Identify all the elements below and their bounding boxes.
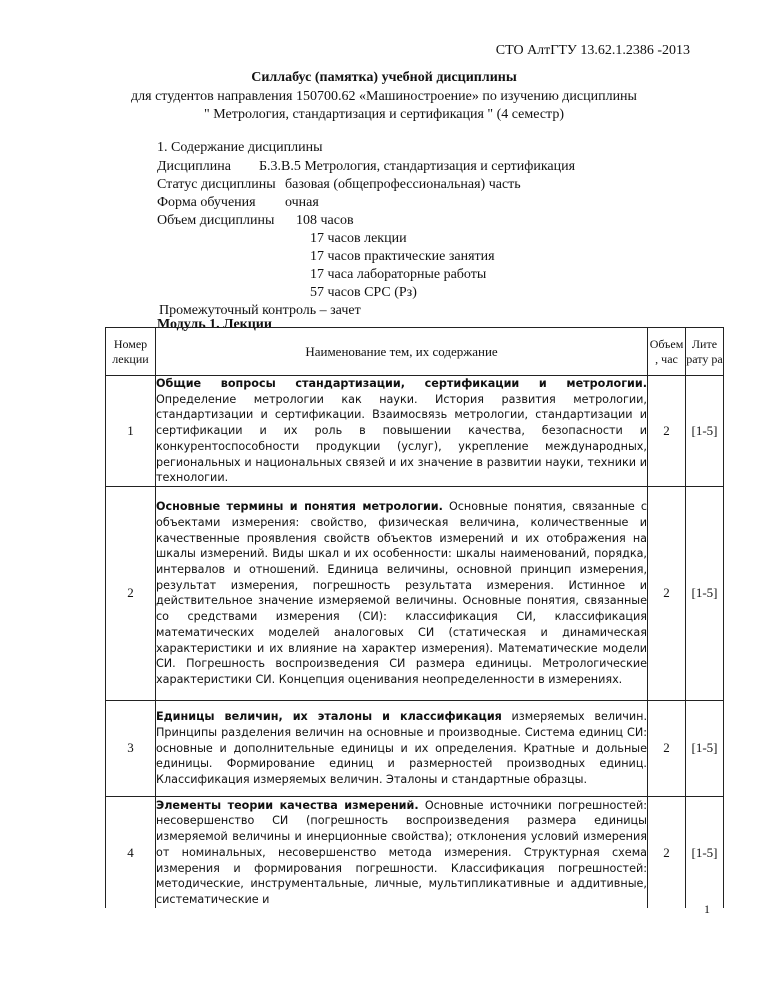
lecture-hours: 2: [648, 700, 686, 796]
lecture-hours: 2: [648, 376, 686, 487]
lecture-hours: 2: [648, 486, 686, 700]
status-value: базовая (общепрофессиональная) часть: [285, 177, 521, 192]
table-row: [106, 700, 724, 796]
col-header-volume: Объем , час: [648, 328, 686, 376]
form-label: Форма обучения: [157, 195, 256, 210]
table-row: [106, 486, 724, 700]
lecture-number: 4: [106, 796, 156, 908]
lecture-number: 2: [106, 486, 156, 700]
discipline-value: Б.3.В.5 Метрология, стандартизация и сертификация: [259, 159, 576, 174]
lecture-literature: [1-5]: [686, 486, 724, 700]
hours-practice: 17 часов практические занятия: [310, 249, 495, 264]
interim-control: Промежуточный контроль – зачет: [159, 303, 361, 318]
lecture-number: 1: [106, 376, 156, 487]
module-title: Модуль 1. Лекции: [157, 317, 272, 332]
hours-self-study: 57 часов СРС (Рз): [310, 285, 417, 300]
lecture-hours: 2: [648, 796, 686, 908]
lecture-content: [156, 700, 648, 796]
hours-labs: 17 часа лабораторные работы: [310, 267, 487, 282]
lecture-description: Определение метрологии как науки. История развития метрологии, стандартизации и сертификации. Взаимосвязь метрологии, стандартизации и сертификации и их роль в повышении качества, безопасности и конкурентоспособности продукции (услуг), укрепление международных, региональных и национальных связей и их значение в развитии науки, техники и технологии.: [156, 392, 647, 485]
hours-lectures: 17 часов лекции: [310, 231, 407, 246]
volume-label: Объем дисциплины: [157, 213, 275, 228]
lecture-description: Основные понятия, связанные с объектами измерения: свойство, физическая величина, количественные и качественные проявления свойств объектов измерений и их отображения на шкалы измерений. Виды шкал и их особенности: шкалы наименований, порядка, интервалов и отношений. Единица величины, основной принцип измерения, результат измерения, погрешность результата измерения. Истинное и действительное значение измеряемой величины. Основные понятия, связанные со средствами измерения (СИ): классификация СИ, классификация математических моделей аналоговых СИ (статическая и динамическая характеристики и их влияние на характер измерения). Математические модели СИ. Погрешность воспроизведения СИ размера единицы. Метрологические характеристики СИ. Концепция оценивания неопределенности в измерениях.: [156, 500, 647, 686]
section-title: 1. Содержание дисциплины: [157, 140, 323, 155]
discipline-label: Дисциплина: [157, 159, 231, 174]
col-header-literature: Лите рату ра: [686, 328, 724, 376]
table-row: [106, 796, 724, 908]
page-number: 1: [704, 902, 710, 916]
lecture-topic: Элементы теории качества измерений.: [156, 798, 419, 812]
lecture-literature: [1-5]: [686, 796, 724, 908]
volume-value: 108 часов: [296, 213, 354, 228]
col-header-number: Номер лекции: [106, 328, 156, 376]
lecture-topic: Единицы величин, их эталоны и классификация: [156, 710, 502, 724]
lecture-number: 3: [106, 700, 156, 796]
document-code: СТО АлтГТУ 13.62.1.2386 -2013: [495, 43, 690, 58]
lecture-topic: Общие вопросы стандартизации, сертификации и метрологии.: [156, 377, 647, 390]
syllabus-title: Силлабус (памятка) учебной дисциплины: [251, 70, 517, 85]
col-header-topic: Наименование тем, их содержание: [156, 328, 648, 376]
lecture-topic: Основные термины и понятия метрологии.: [156, 500, 443, 514]
form-value: очная: [285, 195, 319, 210]
lecture-content: [156, 796, 648, 908]
table-row: [106, 376, 724, 487]
lecture-description: Основные источники погрешностей: несовершенство СИ (погрешность воспроизведения размера единицы измеряемой величины и инерционные свойства); отклонения условий измерения от номинальных, несовершенство метода измерения. Структурная схема измерения и формирования погрешности. Классификация погрешностей: методические, инструментальные, личные, мультипликативные и аддитивные, систематические и: [156, 798, 647, 906]
status-label: Статус дисциплины: [157, 177, 276, 192]
lecture-content: [156, 376, 648, 487]
lecture-description: измеряемых величин. Принципы разделения величин на основные и производные. Система единиц СИ: основные и дополнительные единицы и их определения. Кратные и дольные единицы. Формирование единиц и размерностей производных единиц. Классификация измеряемых величин. Эталоны и стандартные образцы.: [156, 710, 647, 786]
syllabus-subtitle-line2: " Метрология, стандартизация и сертификация " (4 семестр): [204, 107, 564, 122]
lecture-literature: [1-5]: [686, 376, 724, 487]
lecture-literature: [1-5]: [686, 700, 724, 796]
table-header-row: [106, 328, 724, 376]
lecture-content: [156, 486, 648, 700]
syllabus-subtitle-line1: для студентов направления 150700.62 «Машиностроение» по изучению дисциплины: [131, 89, 637, 104]
lectures-table: [105, 327, 724, 908]
